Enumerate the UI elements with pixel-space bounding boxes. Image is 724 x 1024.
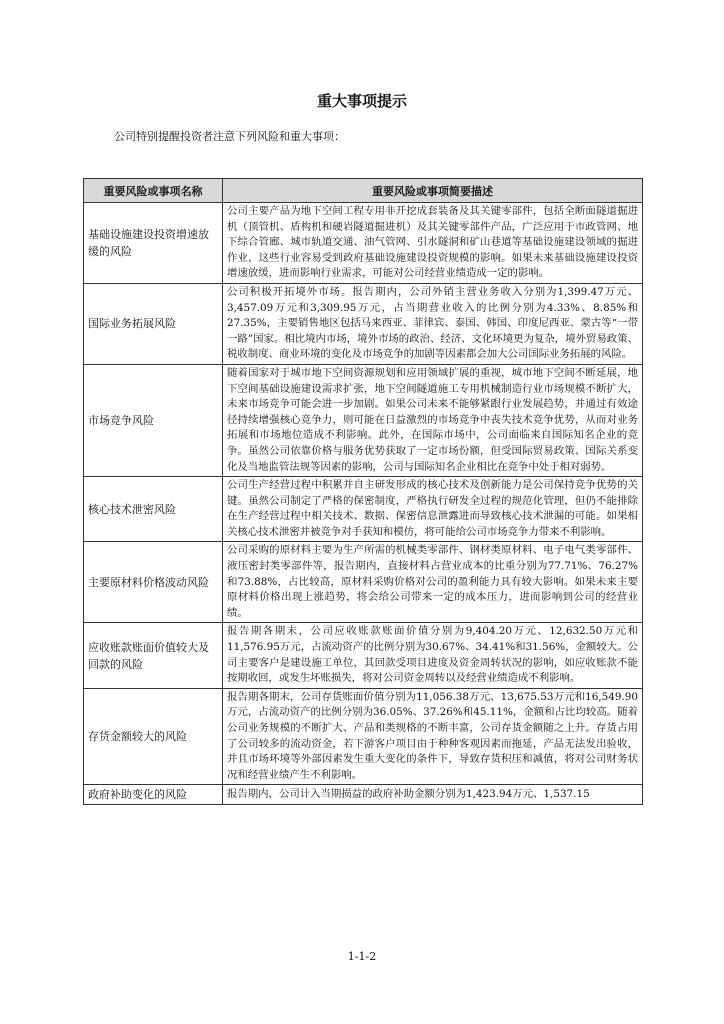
- table-row: [84, 203, 643, 284]
- risk-description: 随着国家对于城市地下空间资源规划和应用领域扩展的重视，城市地下空间不断延展，地下空间基础设施建设需求扩张，地下空间隧道施工专用机械制造行业市场规模不断扩大，未来市场竞争可能会进一步加剧。如果公司未来不能够紧跟行业发展趋势，并通过有效途径持续增强核心竞争力，则可能在日益激烈的市场竞争中丧失技术竞争优势，从而对业务拓展和市场地位造成不利影响。此外，在国际市场中，公司面临来自国际知名企业的竞争。虽然公司依靠价格与服务优势获取了一定市场份额，但受国际贸易政策、国际关系变化及当地监管法规等因素的影响，公司与国际知名企业相比在竞争中处于相对弱势。: [223, 364, 643, 476]
- risk-table: [83, 178, 643, 805]
- risk-description: 公司生产经营过程中积累并自主研发形成的核心技术及创新能力是公司保持竞争优势的关键。虽然公司制定了严格的保密制度，严格执行研发全过程的规范化管理，但仍不能排除在生产经营过程中相关技术、数据、保密信息泄露进而导致核心技术泄漏的可能。如果相关核心技术泄密并被竞争对手获知和模仿，将可能给公司市场竞争力带来不利影响。: [223, 477, 643, 542]
- risk-name: 核心技术泄密风险: [84, 477, 223, 542]
- risk-description: 报告期各期末，公司存货账面价值分别为11,056.38万元、13,675.53万元和16,549.90万元，占流动资产的比例分别为36.05%、37.26%和45.11%，金额和占比均较高。随着公司业务规模的不断扩大、产品和类规格的不断丰富，公司存货金额随之上升。存货占用了公司较多的流动资金，若下游客户项目由于种种客观因素而拖延，产品无法发出验收，并且市场环境等外部因素发生重大变化的条件下，导致存货积压和减值，将对公司财务状况和经营业绩产生不利影响。: [223, 688, 643, 785]
- risk-description: 报告期各期末，公司应收账款账面价值分别为9,404.20万元、12,632.50万元和11,576.95万元，占流动资产的比例分别为30.67%、34.41%和31.56%，金额较大。公司主要客户是建设施工单位，其回款受项目进度及资金周转状况的影响，如应收账款不能按期收回，或发生坏账损失，将对公司资金周转以及经营业绩造成不利影响。: [223, 623, 643, 688]
- intro-text: 公司特别提醒投资者注意下列风险和重大事项：: [114, 130, 345, 143]
- table-row: [84, 283, 643, 364]
- table-row: [84, 364, 643, 476]
- risk-name: 主要原材料价格波动风险: [84, 542, 223, 623]
- table-header-row: [84, 179, 643, 203]
- table-row: [84, 785, 643, 805]
- risk-name: 基础设施建设投资增速放缓的风险: [84, 203, 223, 284]
- risk-description: 公司采购的原材料主要为生产所需的机械类零部件、钢材类原材料、电子电气类零部件、液压密封类零部件等，报告期内，直接材料占营业成本的比重分别为77.71%、76.27%和73.88%，占比较高，原材料采购价格对公司的盈利能力具有较大影响。如果未来主要原材料价格出现上涨趋势，将会给公司带来一定的成本压力，进而影响到公司的经营业绩。: [223, 542, 643, 623]
- table-row: [84, 688, 643, 785]
- risk-name: 政府补助变化的风险: [84, 785, 223, 805]
- risk-description: 公司主要产品为地下空间工程专用非开挖成套装备及其关键零部件，包括全断面隧道掘进机（顶管机、盾构机和硬岩隧道掘进机）及其关键零部件产品，广泛应用于市政管网、地下综合管廊、城市轨道交通、油气管网、引水隧洞和矿山巷道等基础设施建设领域的掘进作业，这些行业容易受到政府基础设施建设投资规模的影响。如果未来基础设施建设投资增速放缓，进而影响行业需求，可能对公司经营业绩造成一定的影响。: [223, 203, 643, 284]
- table-row: [84, 477, 643, 542]
- table-row: [84, 623, 643, 688]
- table-row: [84, 542, 643, 623]
- risk-description: 报告期内，公司计入当期损益的政府补助金额分别为1,423.94万元、1,537.15: [223, 785, 643, 805]
- risk-name: 市场竞争风险: [84, 364, 223, 476]
- header-risk-description: 重要风险或事项简要描述: [223, 179, 643, 203]
- risk-name: 国际业务拓展风险: [84, 283, 223, 364]
- risk-description: 公司积极开拓境外市场。报告期内，公司外销主营业务收入分别为1,399.47万元、3,457.09万元和3,309.95万元，占当期营业收入的比例分别为4.33%、8.85%和27.35%，主要销售地区包括马来西亚、菲律宾、泰国、韩国、印度尼西亚、蒙古等“一带一路”国家。相比境内市场，境外市场的政治、经济、文化环境更为复杂，境外贸易政策、税收制度、商业环境的变化及市场竞争的加剧等因素都会加大公司国际业务拓展的风险。: [223, 283, 643, 364]
- risk-name: 应收账款账面价值较大及回款的风险: [84, 623, 223, 688]
- header-risk-name: 重要风险或事项名称: [84, 179, 223, 203]
- page-title: 重大事项提示: [316, 92, 407, 110]
- risk-name: 存货金额较大的风险: [84, 688, 223, 785]
- page-number: 1-1-2: [347, 950, 377, 963]
